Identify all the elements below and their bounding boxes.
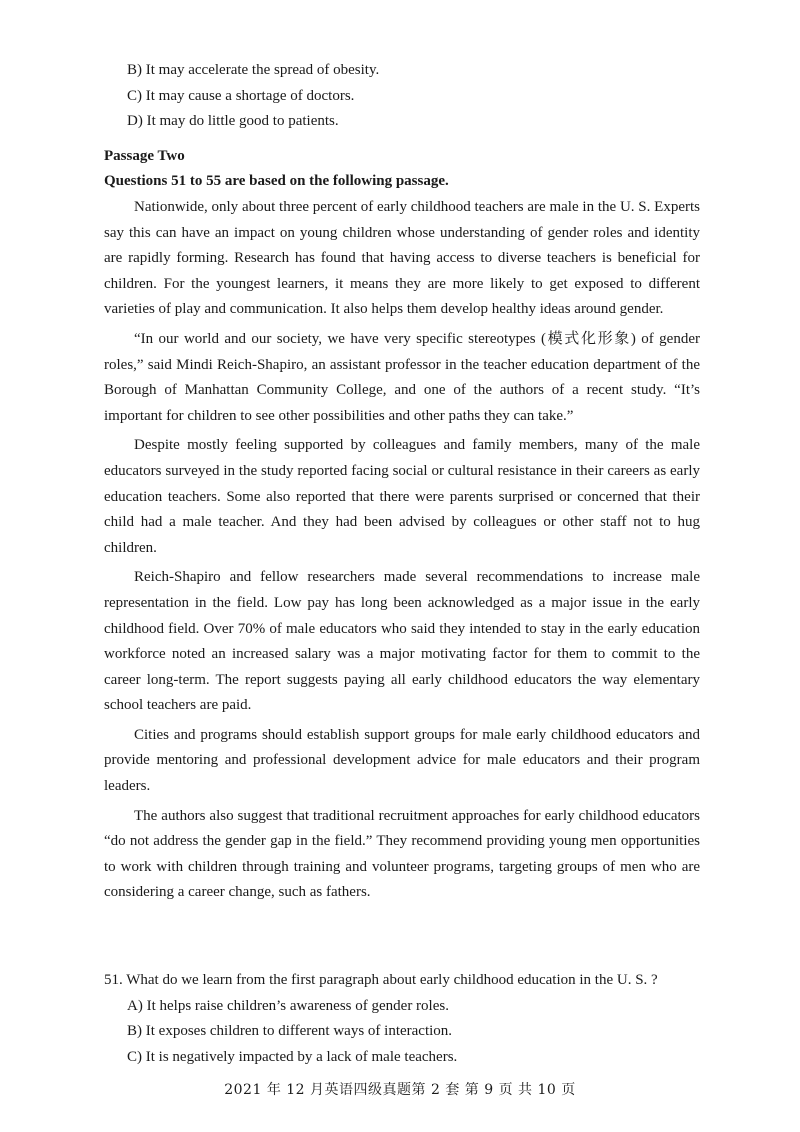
previous-question-options (127, 58, 727, 135)
paragraph-2: “In our world and our society, we have very specific stereotypes (模式化形象) of gender roles,” said Mindi Reich-Shapiro, an assistant professor in the teacher education department of the Borough of Manhattan Community College, and one of the authors of a recent study. “It’s important for children to see other possibilities and other paths they can take.” (104, 330, 700, 424)
answer-option-c: C) It is negatively impacted by a lack of male teachers. (127, 1048, 458, 1065)
paragraph-6: The authors also suggest that traditional recruitment approaches for early childhood educators “do not address the gender gap in the field.” They recommend providing young men opportunities to work with children through training and volunteer programs, targeting groups of men who are considering a career change, such as fathers. (104, 807, 700, 901)
option-c: C) It may cause a shortage of doctors. (127, 87, 355, 104)
question-options (104, 994, 704, 1071)
question-51 (104, 968, 704, 1070)
paragraph-4: Reich-Shapiro and fellow researchers made several recommendations to increase male representation in the field. Low pay has long been acknowledged as a major issue in the early childhood field. Over 70% of male educators who said they intended to stay in the early education workforce noted an increased salary was a major motivating factor for them to commit to the career long-term. The report suggests paying all early childhood educators the way elementary school teachers are paid. (104, 569, 700, 714)
answer-option-b: B) It exposes children to different ways of interaction. (127, 1023, 453, 1039)
option-b: B) It may accelerate the spread of obesity. (127, 62, 380, 78)
passage-title: Passage Two (104, 148, 185, 164)
paragraph-5: Cities and programs should establish support groups for male early childhood educators and provide mentoring and professional development advice for male educators and their program leaders. (104, 726, 700, 795)
page-footer: 2021 年 12 月英语四级真题第 2 套 第 9 页 共 10 页 (224, 1082, 576, 1098)
question-stem: 51. What do we learn from the first paragraph about early childhood education in the U. S. ? (104, 972, 658, 988)
option-d: D) It may do little good to patients. (127, 113, 339, 129)
answer-option-a: A) It helps raise children’s awareness of gender roles. (127, 997, 449, 1014)
passage-body (104, 195, 700, 906)
passage-instruction: Questions 51 to 55 are based on the following passage. (104, 173, 449, 189)
paragraph-1: Nationwide, only about three percent of early childhood teachers are male in the U. S. Experts say this can have an impact on young children whose understanding of gender roles and identity are rapidly forming. Research has found that having access to diverse teachers is beneficial for children. For the youngest learners, it means they are more likely to get exposed to different varieties of play and communication. It also helps them develop healthy ideas around gender. (104, 199, 700, 318)
paragraph-3: Despite mostly feeling supported by colleagues and family members, many of the male educators surveyed in the study reported facing social or cultural resistance in their careers as early education teachers. Some also reported that there were parents surprised or concerned that their child had a male teacher. And they had been advised by colleagues or other staff not to hug children. (104, 437, 700, 556)
passage-header (104, 144, 704, 194)
